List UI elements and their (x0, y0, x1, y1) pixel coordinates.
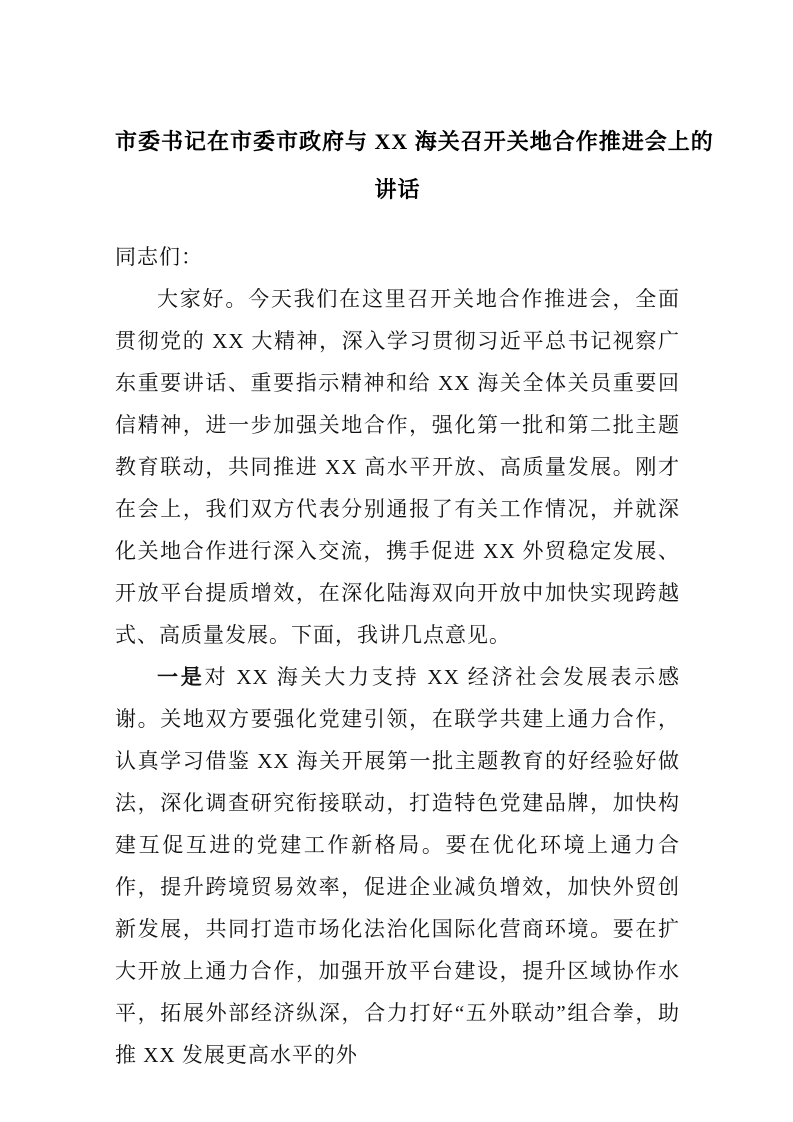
paragraph-1 (115, 278, 680, 656)
paragraph-2 (115, 656, 680, 1076)
title-line-2: 讲话 (374, 177, 421, 202)
document-title (115, 118, 714, 214)
title-line-1: 市委书记在市委市政府与 XX 海关召开关地合作推进会上的 (115, 129, 714, 154)
salutation: 同志们： (115, 245, 203, 269)
paragraph-1-text: 大家好。今天我们在这里召开关地合作推进会，全面贯彻党的 XX 大精神，深入学习贯彻习近平总书记视察广东重要讲话、重要指示精神和给 XX 海关全体关员重要回信精神，进一步加强关地合作，强化第一批和第二批主题教育联动，共同推进 XX 高水平开放、高质量发展。刚才在会上，我们双方代表分别通报了有关工作情况，并就深化关地合作进行深入交流，携手促进 XX 外贸稳定发展、开放平台提质增效，在深化陆海双向开放中加快实现跨越式、高质量发展。下面，我讲几点意见。 (115, 287, 680, 647)
paragraph-2-lead: 一是 (157, 665, 205, 689)
paragraph-2-text: 对 XX 海关大力支持 XX 经济社会发展表示感谢。关地双方要强化党建引领，在联学共建上通力合作，认真学习借鉴 XX 海关开展第一批主题教育的好经验好做法，深化调查研究衔接联动，打造特色党建品牌，加快构建互促互进的党建工作新格局。要在优化环境上通力合作，提升跨境贸易效率，促进企业减负增效，加快外贸创新发展，共同打造市场化法治化国际化营商环境。要在扩大开放上通力合作，加强开放平台建设，提升区域协作水平，拓展外部经济纵深，合力打好“五外联动”组合拳，助推 XX 发展更高水平的外 (115, 665, 680, 1067)
document-body (115, 236, 680, 1076)
